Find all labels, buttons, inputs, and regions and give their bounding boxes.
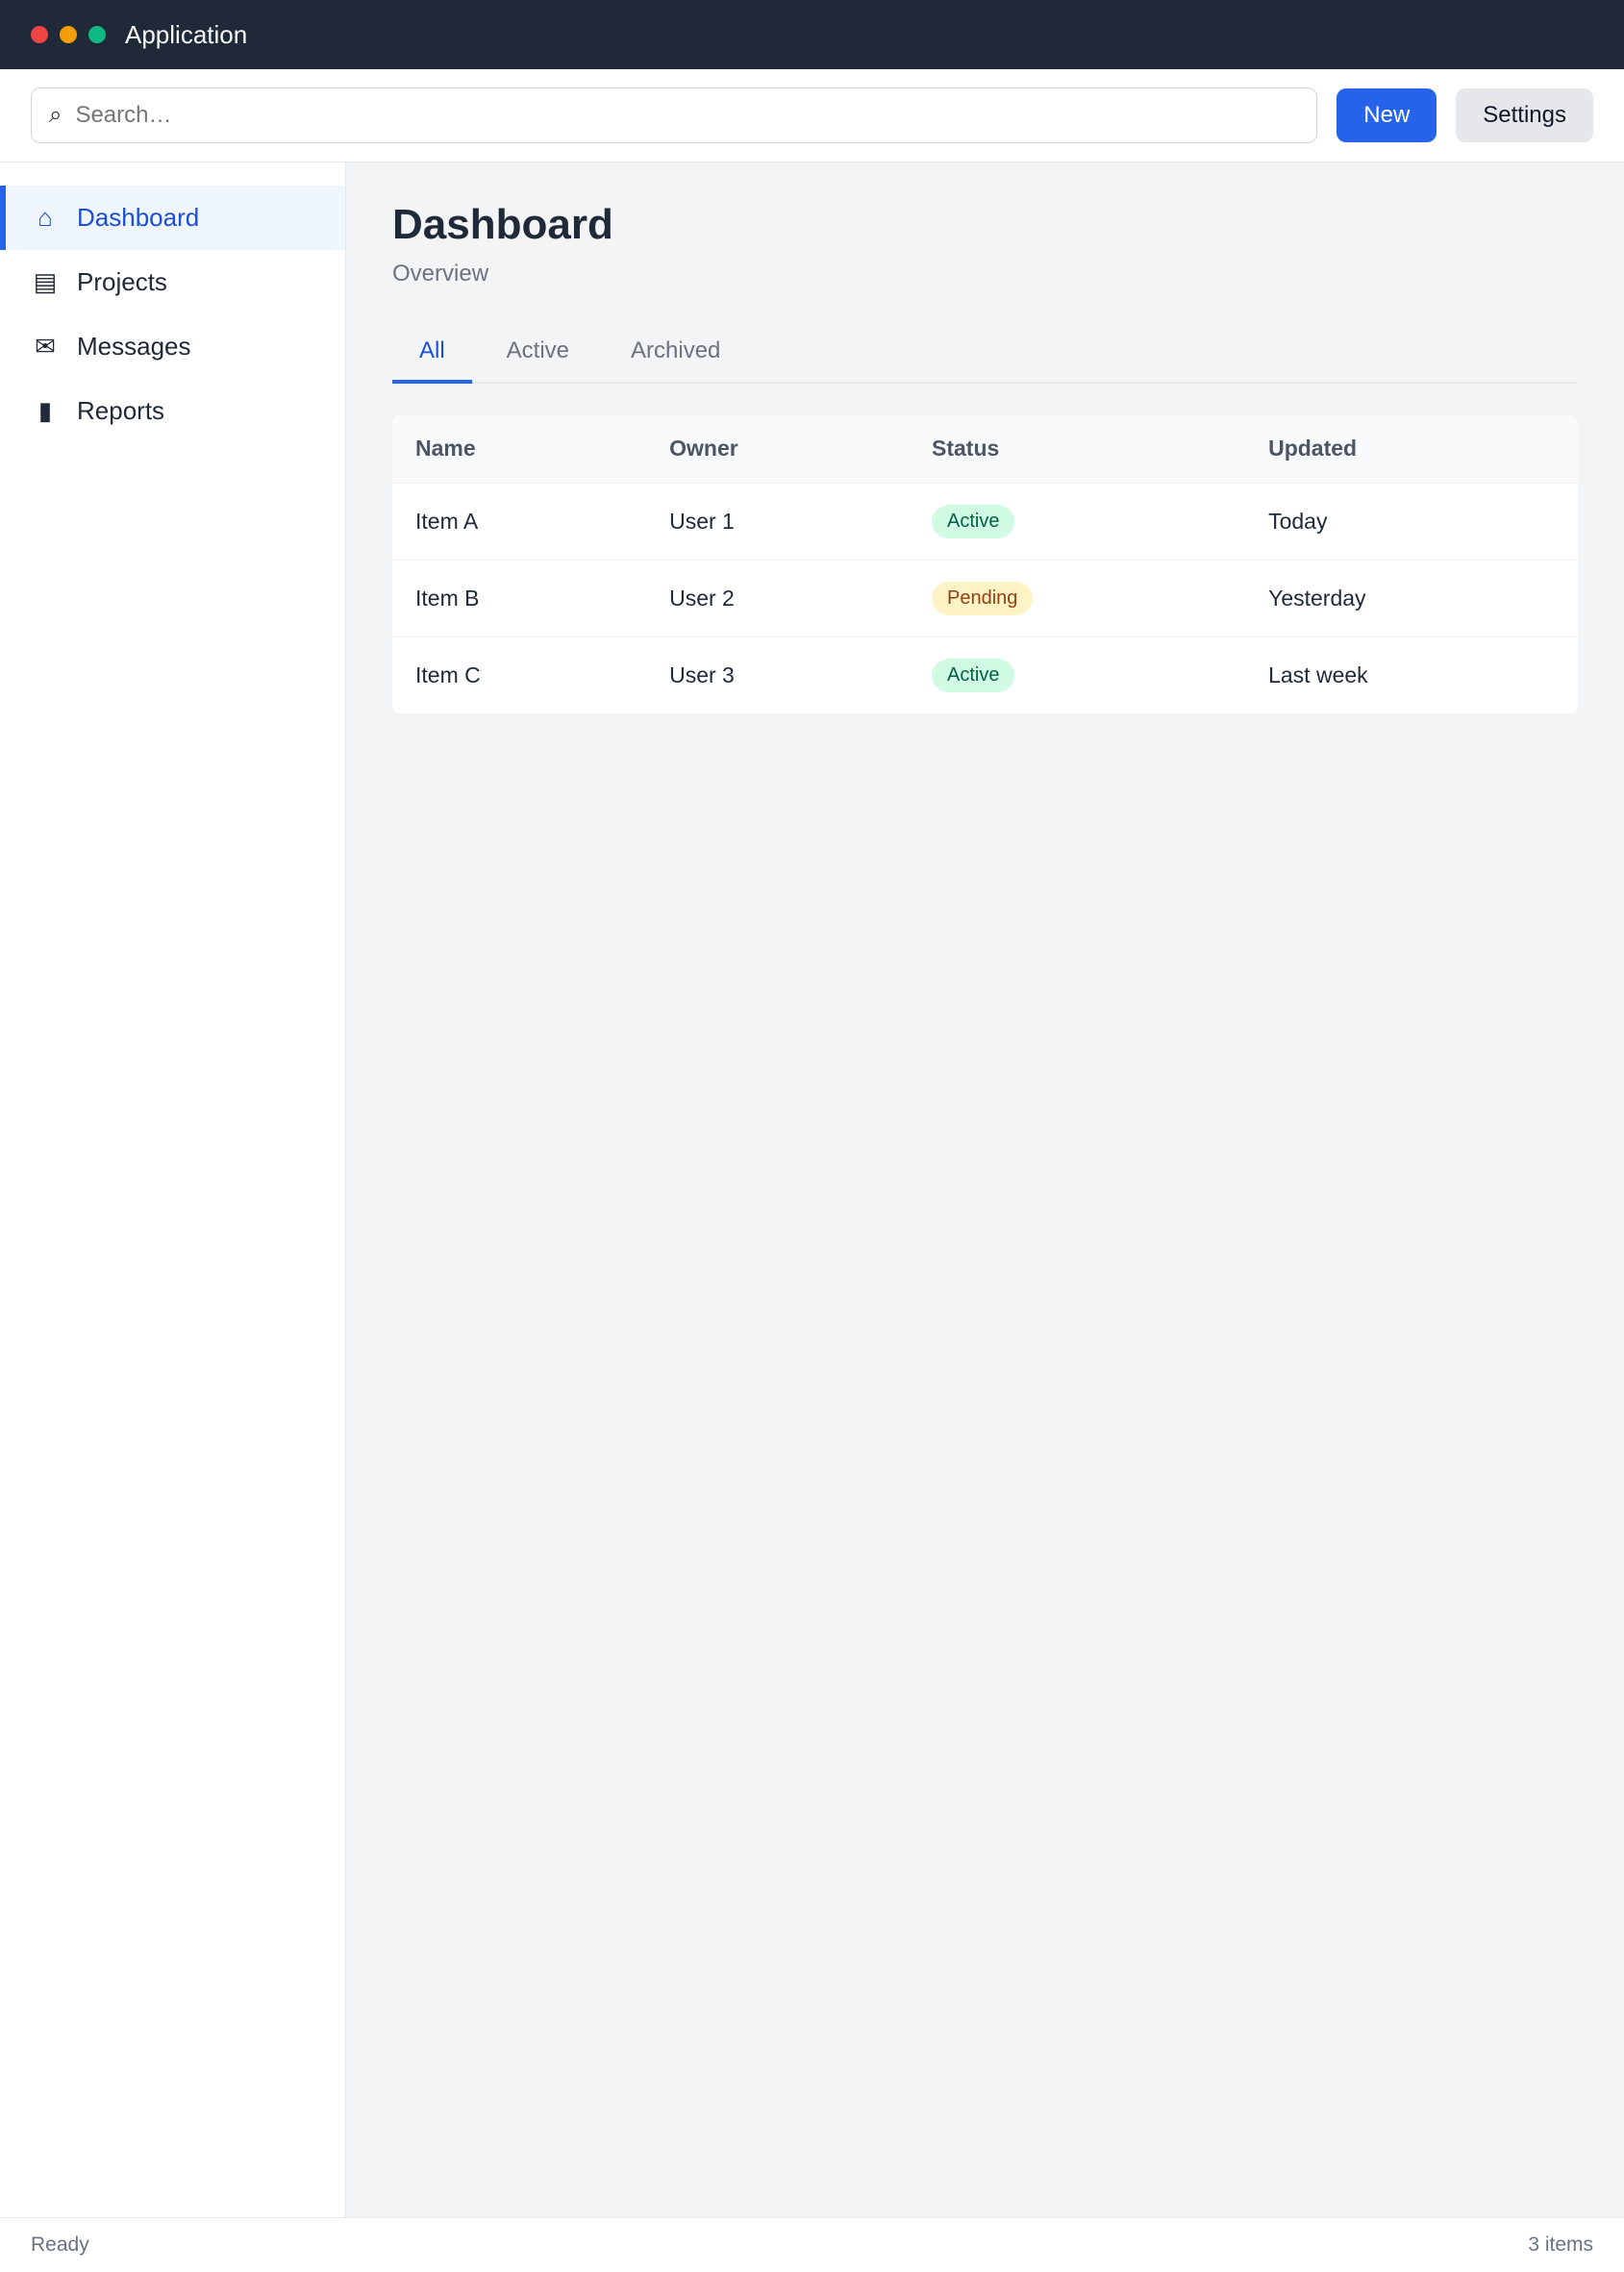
- table-row[interactable]: [392, 561, 1578, 637]
- cell-updated: Yesterday: [1245, 561, 1578, 637]
- cell-owner: User 1: [646, 484, 909, 561]
- minimize-window-button[interactable]: [60, 26, 77, 43]
- maximize-window-button[interactable]: [88, 26, 106, 43]
- cell-owner: User 2: [646, 561, 909, 637]
- app-layout: [0, 162, 1624, 2217]
- status-badge: Pending: [932, 582, 1033, 615]
- status-badge: Active: [932, 659, 1014, 692]
- data-table: [392, 414, 1578, 714]
- tab-active[interactable]: Active: [506, 337, 570, 363]
- status-bar: [0, 2217, 1624, 2272]
- sidebar-item-label: Projects: [77, 267, 167, 296]
- cell-name: Item B: [392, 561, 646, 637]
- tab-bar: [392, 322, 1578, 384]
- sidebar-item-label: Dashboard: [77, 203, 200, 232]
- column-header[interactable]: Updated: [1245, 414, 1578, 484]
- toolbar: [0, 69, 1624, 162]
- sidebar-item-label: Messages: [77, 332, 191, 361]
- cell-updated: Today: [1245, 484, 1578, 561]
- table-row[interactable]: [392, 637, 1578, 714]
- chart-icon: ▮: [37, 396, 53, 425]
- sidebar-item-label: Reports: [77, 396, 165, 425]
- cell-status: [909, 637, 1245, 714]
- search-input[interactable]: [73, 101, 1299, 130]
- cell-status: [909, 561, 1245, 637]
- title-bar: [0, 0, 1624, 69]
- column-header[interactable]: Status: [909, 414, 1245, 484]
- new-button[interactable]: New: [1337, 88, 1437, 142]
- column-header[interactable]: Name: [392, 414, 646, 484]
- page-subtitle: Overview: [392, 261, 489, 287]
- sidebar: [0, 162, 346, 2217]
- table-row[interactable]: [392, 484, 1578, 561]
- cell-owner: User 3: [646, 637, 909, 714]
- status-text: Ready: [31, 2234, 89, 2256]
- search-icon: ⌕: [49, 102, 62, 128]
- main-content: [346, 162, 1624, 2217]
- tab-all[interactable]: All: [392, 322, 472, 384]
- cell-updated: Last week: [1245, 637, 1578, 714]
- settings-button[interactable]: Settings: [1456, 88, 1593, 142]
- sidebar-item-reports[interactable]: [0, 379, 345, 443]
- cell-status: [909, 484, 1245, 561]
- window-controls: [31, 26, 106, 43]
- tab-archived[interactable]: Archived: [631, 337, 721, 363]
- cell-name: Item A: [392, 484, 646, 561]
- sidebar-item-projects[interactable]: [0, 250, 345, 314]
- sidebar-item-dashboard[interactable]: [0, 186, 345, 250]
- page-title: Dashboard: [392, 201, 613, 248]
- sidebar-item-messages[interactable]: [0, 314, 345, 379]
- folder-icon: ▤: [33, 267, 58, 296]
- window-title: Application: [125, 19, 248, 49]
- mail-icon: ✉: [35, 332, 56, 361]
- item-count: 3 items: [1528, 2234, 1593, 2256]
- status-badge: Active: [932, 505, 1014, 538]
- column-header[interactable]: Owner: [646, 414, 909, 484]
- close-window-button[interactable]: [31, 26, 48, 43]
- cell-name: Item C: [392, 637, 646, 714]
- table-header-row: [392, 414, 1578, 484]
- home-icon: ⌂: [37, 203, 53, 232]
- search-box[interactable]: [31, 87, 1317, 143]
